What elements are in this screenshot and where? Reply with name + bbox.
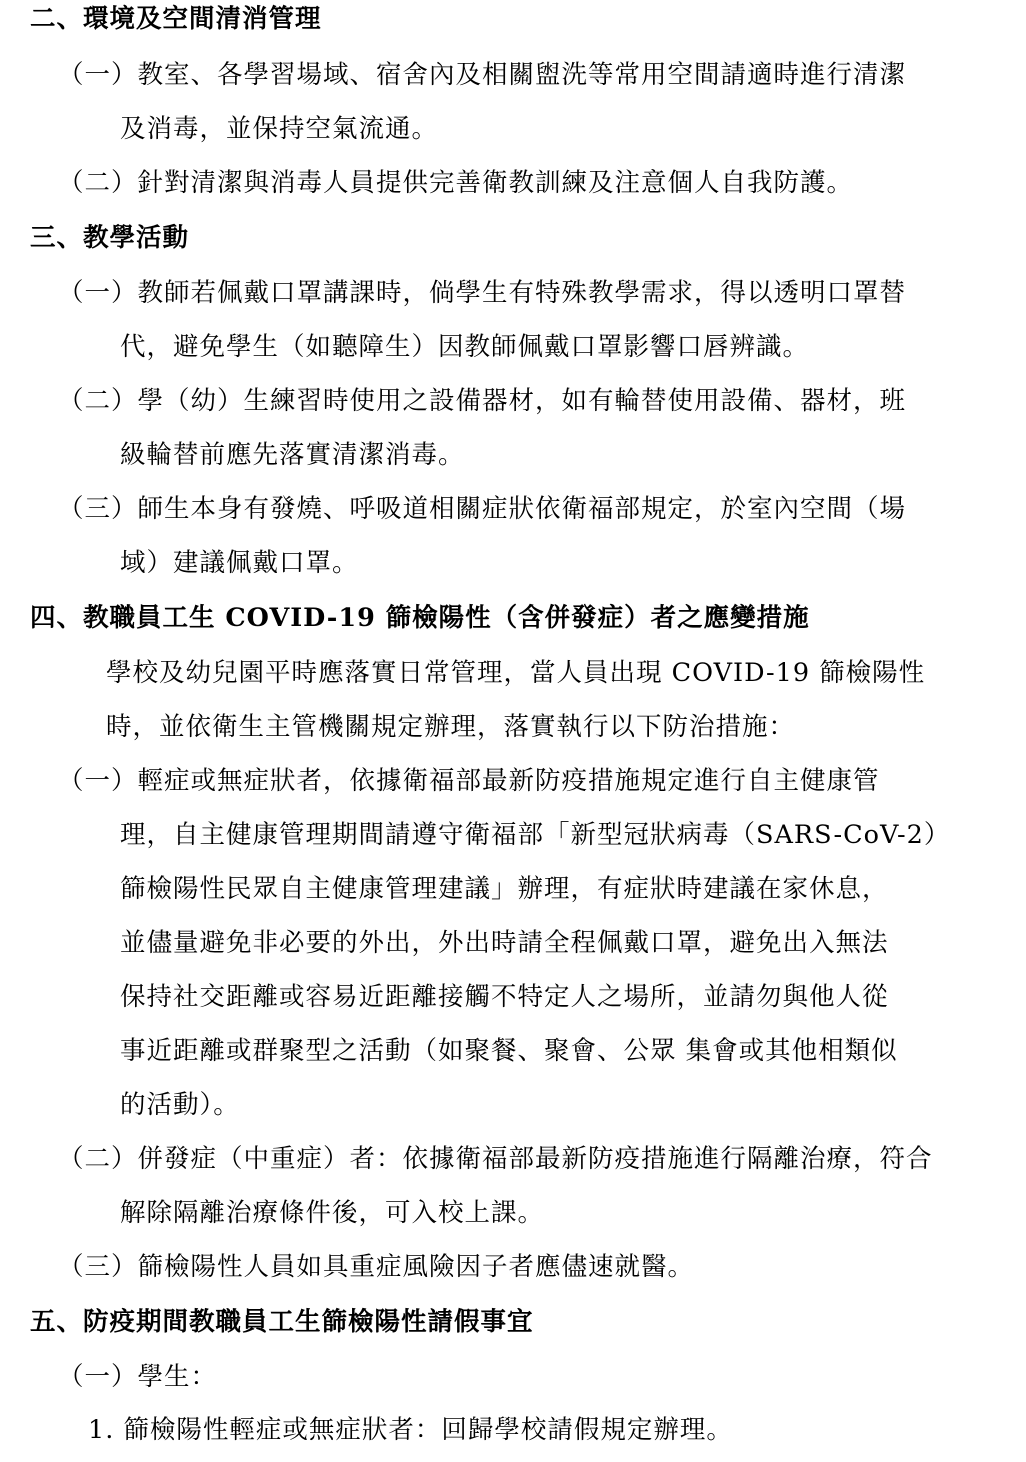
paragraph-line: 事近距離或群聚型之活動（如聚餐、聚會、公眾 集會或其他相類似 [120,1036,898,1066]
paragraph-line: （三）師生本身有發燒、呼吸道相關症狀依衛福部規定，於室內空間（場 [58,494,907,524]
paragraph-line: 時，並依衛生主管機關規定辦理，落實執行以下防治措施： [106,712,796,742]
paragraph-line: （一）教師若佩戴口罩講課時，倘學生有特殊教學需求，得以透明口罩替 [58,278,907,308]
paragraph-line: 的活動）。 [120,1090,240,1120]
section-heading-5: 五、防疫期間教職員工生篩檢陽性請假事宜 [30,1307,534,1337]
paragraph-line: （一）學生： [58,1362,218,1392]
paragraph-line: （一）教室、各學習場域、宿舍內及相關盥洗等常用空間請適時進行清潔 [58,60,907,90]
paragraph-line: 篩檢陽性民眾自主健康管理建議」辦理，有症狀時建議在家休息， [120,874,889,904]
paragraph-line: （二）學（幼）生練習時使用之設備器材，如有輪替使用設備、器材，班 [58,386,907,416]
paragraph-line: 學校及幼兒園平時應落實日常管理，當人員出現 COVID-19 篩檢陽性 [106,658,926,688]
paragraph-line: 級輪替前應先落實清潔消毒。 [120,440,465,470]
paragraph-line: 代，避免學生（如聽障生）因教師佩戴口罩影響口唇辨識。 [120,332,810,362]
paragraph-line: （三）篩檢陽性人員如具重症風險因子者應儘速就醫。 [58,1252,695,1282]
paragraph-line: （二）針對清潔與消毒人員提供完善衛教訓練及注意個人自我防護。 [58,168,854,198]
paragraph-line: 及消毒，並保持空氣流通。 [120,114,439,144]
section-heading-2: 二、環境及空間清消管理 [30,4,322,34]
paragraph-line: 域）建議佩戴口罩。 [120,548,359,578]
paragraph-line: 1. 篩檢陽性輕症或無症狀者：回歸學校請假規定辦理。 [88,1415,733,1445]
paragraph-line: （二）併發症（中重症）者：依據衛福部最新防疫措施進行隔離治療，符合 [58,1144,933,1174]
section-heading-4: 四、教職員工生 COVID-19 篩檢陽性（含併發症）者之應變措施 [30,603,810,633]
paragraph-line: 並儘量避免非必要的外出，外出時請全程佩戴口罩，避免出入無法 [120,928,889,958]
section-heading-3: 三、教學活動 [30,223,190,253]
paragraph-line: 解除隔離治療條件後，可入校上課。 [120,1198,545,1228]
paragraph-line: （一）輕症或無症狀者，依據衛福部最新防疫措施規定進行自主健康管 [58,766,880,796]
paragraph-line: 保持社交距離或容易近距離接觸不特定人之場所，並請勿與他人從 [120,982,889,1012]
paragraph-line: 理，自主健康管理期間請遵守衛福部「新型冠狀病毒（SARS-CoV-2） [120,820,951,850]
